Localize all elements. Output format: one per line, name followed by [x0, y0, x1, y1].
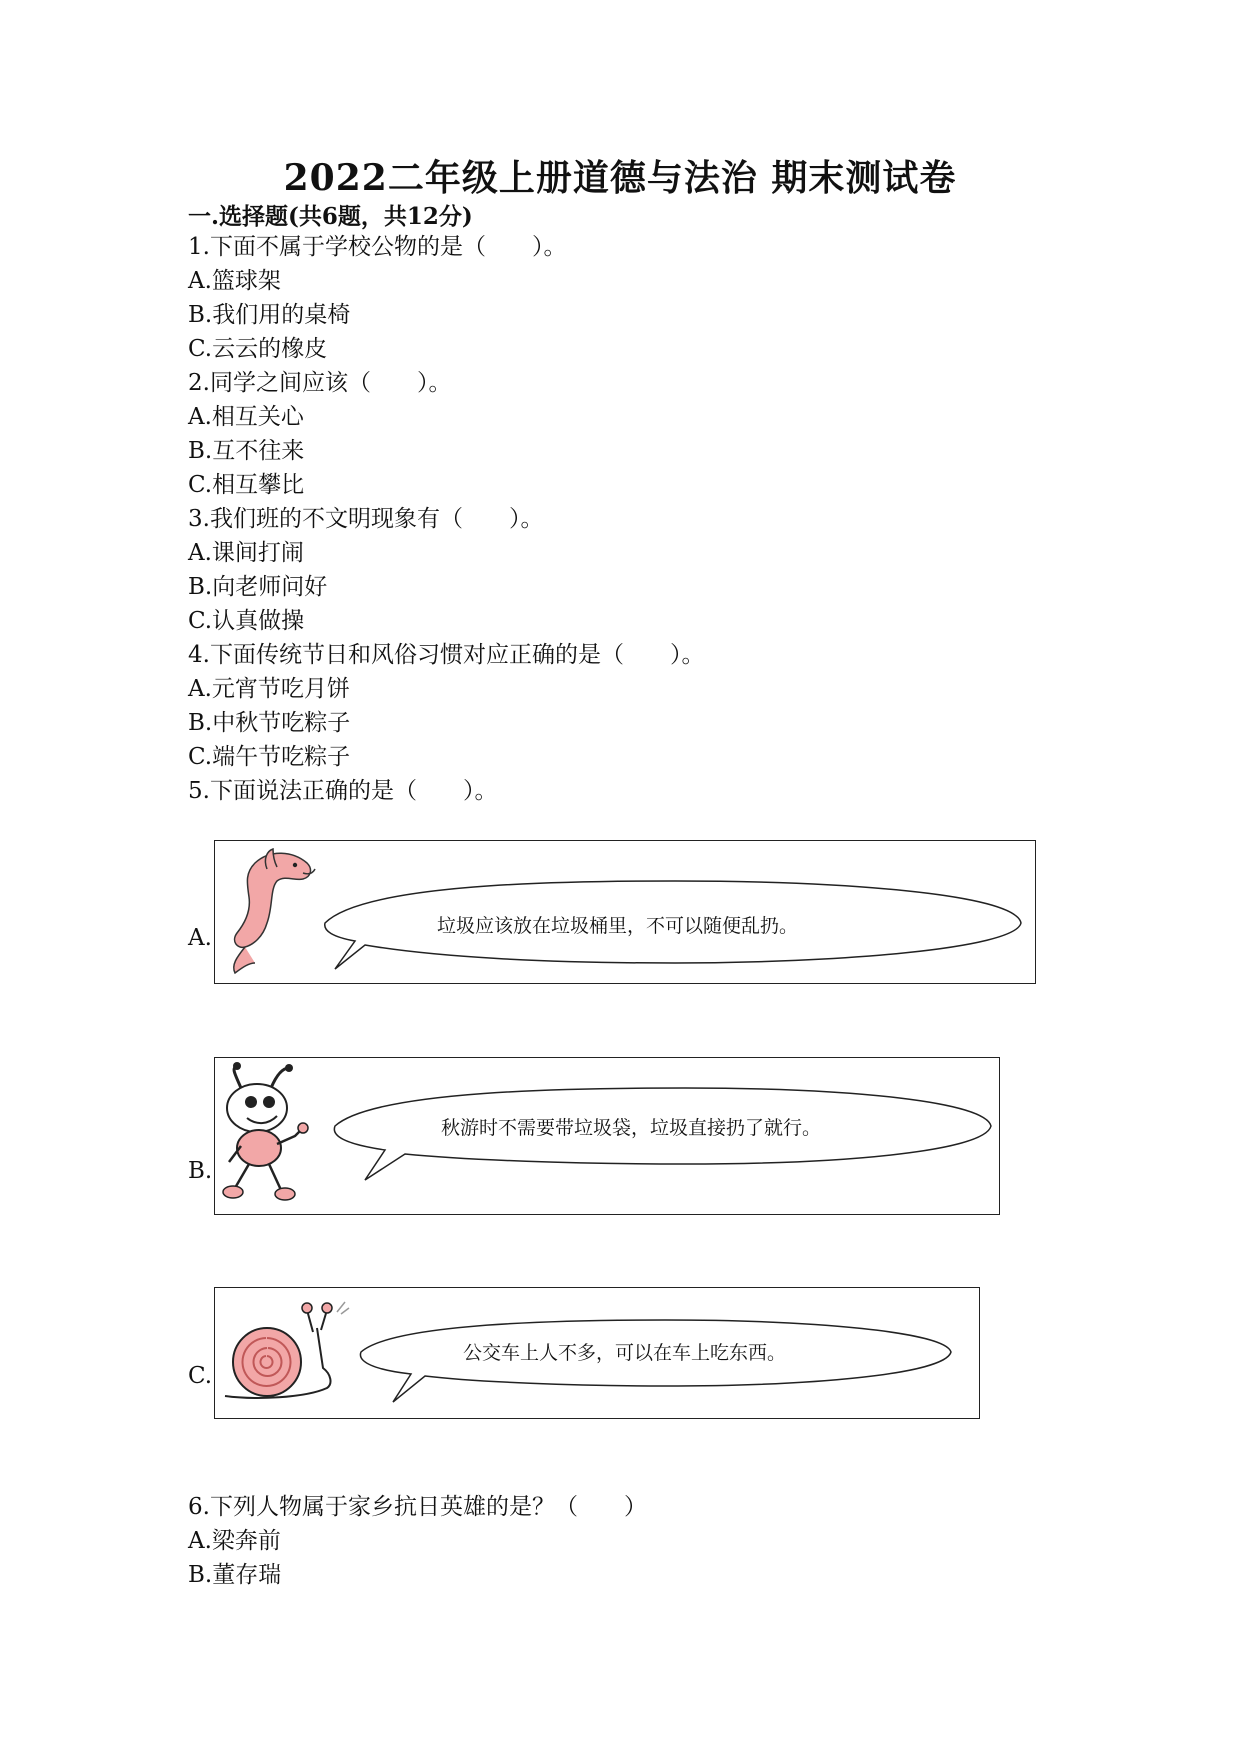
- question-5-option-c-speech: 公交车上人不多，可以在车上吃东西。: [463, 1342, 787, 1364]
- question-6-option-a: A.梁奔前: [188, 1528, 281, 1554]
- question-1-stem: 1.下面不属于学校公物的是（ ）。: [188, 234, 567, 260]
- question-4-option-b: B.中秋节吃粽子: [188, 710, 351, 736]
- question-3-stem: 3.我们班的不文明现象有（ ）。: [188, 506, 544, 532]
- question-4-stem: 4.下面传统节日和风俗习惯对应正确的是（ ）。: [188, 642, 705, 668]
- question-1-option-c: C.云云的橡皮: [188, 336, 328, 362]
- question-5-option-b-panel: [214, 1057, 1000, 1215]
- question-3-option-a: A.课间打闹: [188, 540, 304, 566]
- question-2-option-b: B.互不往来: [188, 438, 305, 464]
- question-1-option-b: B.我们用的桌椅: [188, 302, 351, 328]
- question-6-stem: 6.下列人物属于家乡抗日英雄的是？（ ）: [188, 1494, 647, 1520]
- question-3-option-c: C.认真做操: [188, 608, 305, 634]
- snail-icon: [225, 1302, 349, 1398]
- question-6-option-b: B.董存瑞: [188, 1562, 282, 1588]
- question-5-option-a-panel: [214, 840, 1036, 984]
- question-4-option-a: A.元宵节吃月饼: [188, 676, 350, 702]
- section-heading: 一.选择题(共6题，共12分): [188, 203, 473, 230]
- question-1-option-a: A.篮球架: [188, 268, 281, 294]
- question-5-option-a-speech: 垃圾应该放在垃圾桶里，不可以随便乱扔。: [437, 915, 799, 937]
- question-5-option-c-panel: [214, 1287, 980, 1419]
- page-title: 2022二年级上册道德与法治 期末测试卷: [283, 157, 957, 199]
- question-5-stem: 5.下面说法正确的是（ ）。: [188, 778, 498, 804]
- question-3-option-b: B.向老师问好: [188, 574, 328, 600]
- question-2-option-a: A.相互关心: [188, 404, 304, 430]
- question-2-stem: 2.同学之间应该（ ）。: [188, 370, 452, 396]
- dolphin-icon: [234, 849, 315, 973]
- question-2-option-c: C.相互攀比: [188, 472, 305, 498]
- question-5-option-b-speech: 秋游时不需要带垃圾袋，垃圾直接扔了就行。: [441, 1117, 822, 1139]
- ant-icon: [223, 1062, 308, 1200]
- question-4-option-c: C.端午节吃粽子: [188, 744, 351, 770]
- question-5-option-b-letter: B.: [188, 1158, 213, 1184]
- question-5-option-a-letter: A.: [188, 925, 212, 951]
- question-5-option-c-letter: C.: [188, 1363, 213, 1389]
